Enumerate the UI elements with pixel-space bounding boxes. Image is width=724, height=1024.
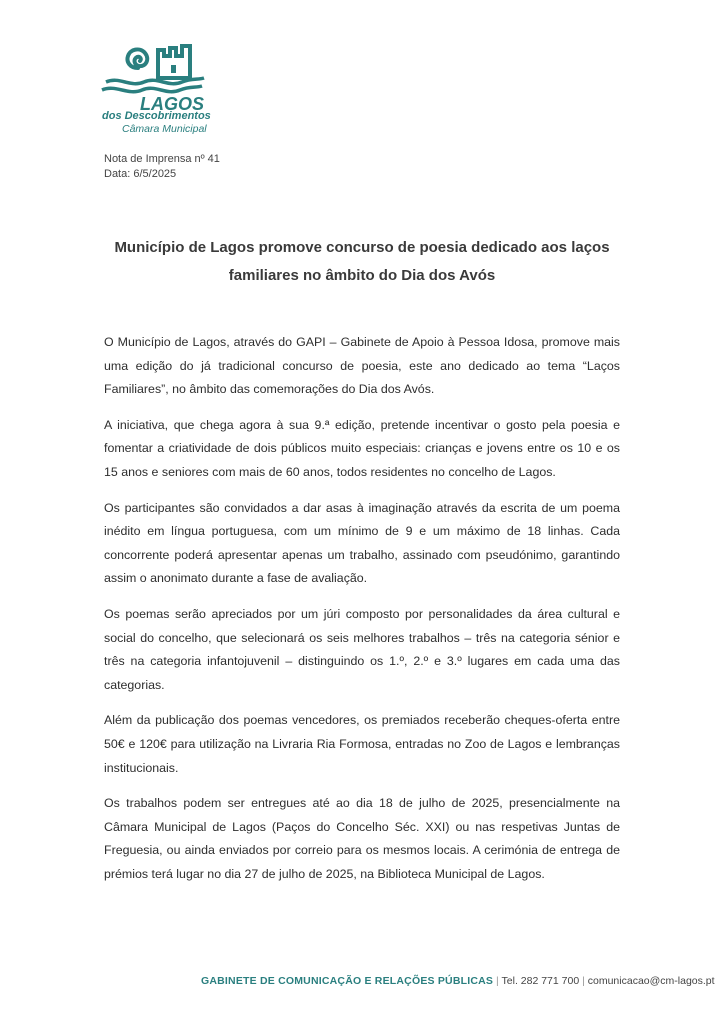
paragraph: Os poemas serão apreciados por um júri composto por personalidades da área cultural e social do concelho, que selecionará os seis melhores trabalhos – três na categoria sénior e três na categoria infantojuvenil – distinguindo os 1.º, 2.º e 3.º lugares em cada uma das categorias. [104, 606, 620, 692]
municipality-logo [100, 38, 220, 138]
press-note-date: Data: 6/5/2025 [104, 168, 177, 180]
page-footer [201, 975, 715, 987]
footer-email[interactable]: comunicacao@cm-lagos.pt [587, 975, 715, 987]
document-body [104, 331, 620, 898]
title-line-2: familiares no âmbito do Dia dos Avós [228, 267, 496, 284]
paragraph: Além da publicação dos poemas vencedores, os premiados receberão cheques-oferta entre 50€ e 120€ para utilização na Livraria Ria Formosa, entradas no Zoo de Lagos e lembranças institucionais. [104, 713, 620, 775]
logo-subtitle-municipality: Câmara Municipal [122, 123, 207, 135]
lagos-emblem-icon [100, 38, 210, 100]
paragraph: O Município de Lagos, através do GAPI – Gabinete de Apoio à Pessoa Idosa, promove mais uma edição do já tradicional concurso de poesia, este ano dedicado ao tema “Laços Familiares”, no âmbito das comemorações do Dia dos Avós. [104, 335, 620, 397]
paragraph: Os participantes são convidados a dar asas à imaginação através da escrita de um poema inédito em língua portuguesa, com um mínimo de 9 e um máximo de 18 linhas. Cada concorrente poderá apresentar apenas um trabalho, assinado com pseudónimo, garantindo assim o anonimato durante a fase de avaliação. [104, 500, 620, 586]
title-line-1: Município de Lagos promove concurso de poesia dedicado aos laços [114, 239, 610, 256]
footer-department: GABINETE DE COMUNICAÇÃO E RELAÇÕES PÚBLICAS [201, 975, 494, 987]
press-release-meta [104, 152, 220, 182]
logo-wordmark: LAGOS [140, 94, 205, 114]
footer-phone: Tel. 282 771 700 [501, 975, 580, 987]
paragraph: Os trabalhos podem ser entregues até ao dia 18 de julho de 2025, presencialmente na Câmara Municipal de Lagos (Paços do Concelho Séc. XXI) ou nas respetivas Juntas de Freguesia, ou ainda enviados por correio para os mesmos locais. A cerimónia de entrega de prémios terá lugar no dia 27 de julho de 2025, na Biblioteca Municipal de Lagos. [104, 796, 620, 881]
press-note-number: Nota de Imprensa nº 41 [104, 153, 220, 165]
document-title [100, 234, 624, 290]
footer-separator: | [496, 975, 499, 987]
logo-subtitle: dos Descobrimentos [102, 110, 211, 122]
footer-separator: | [582, 975, 585, 987]
paragraph: A iniciativa, que chega agora à sua 9.ª edição, pretende incentivar o gosto pela poesia e fomentar a criatividade de dois públicos muito especiais: crianças e jovens entre os 10 e os 15 anos e seniores com mais de 60 anos, todos residentes no concelho de Lagos. [104, 417, 620, 479]
